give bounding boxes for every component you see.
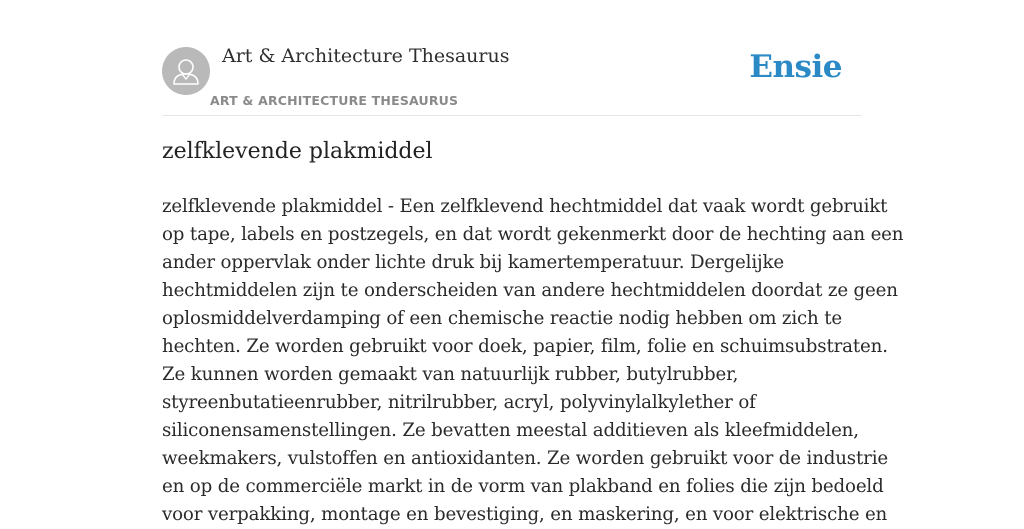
article-container	[162, 0, 904, 525]
body-line: hechtmiddelen zijn te onderscheiden van andere hechtmiddelen doordat ze geen	[162, 280, 898, 301]
body-line: op tape, labels en postzegels, en dat wordt gekenmerkt door de hechting aan een	[162, 224, 904, 245]
body-line: hechten. Ze worden gebruikt voor doek, papier, film, folie en schuimsubstraten.	[162, 336, 888, 357]
article-body	[162, 193, 904, 529]
body-line: zelfklevende plakmiddel - Een zelfklevend hechtmiddel dat vaak wordt gebruikt	[162, 196, 888, 217]
body-line: voor verpakking, montage en bevestiging, en maskering, en voor elektrische en	[162, 504, 888, 525]
source-label[interactable]: ART & ARCHITECTURE THESAURUS	[210, 93, 459, 108]
body-line: styreenbutatieenrubber, nitrilrubber, acryl, polyvinylalkylether of	[162, 392, 756, 413]
body-line: en op de commerciële markt in de vorm van plakband en folies die zijn bedoeld	[162, 476, 884, 497]
body-line: siliconensamenstellingen. Ze bevatten meestal additieven als kleefmiddelen,	[162, 420, 859, 441]
avatar[interactable]	[162, 47, 210, 95]
author-header	[162, 0, 862, 116]
body-line: oplosmiddelverdamping of een chemische reactie nodig hebben om zich te	[162, 308, 843, 329]
body-line: weekmakers, vulstoffen en antioxidanten. Ze worden gebruikt voor de industrie	[162, 448, 888, 469]
user-icon	[162, 47, 210, 95]
page-title: zelfklevende plakmiddel	[162, 139, 433, 164]
body-line: ander oppervlak onder lichte druk bij kamertemperatuur. Dergelijke	[162, 252, 784, 273]
body-line: Ze kunnen worden gemaakt van natuurlijk rubber, butylrubber,	[162, 364, 739, 385]
brand-logo[interactable]: Ensie	[749, 49, 842, 85]
author-name[interactable]: Art & Architecture Thesaurus	[222, 45, 510, 67]
